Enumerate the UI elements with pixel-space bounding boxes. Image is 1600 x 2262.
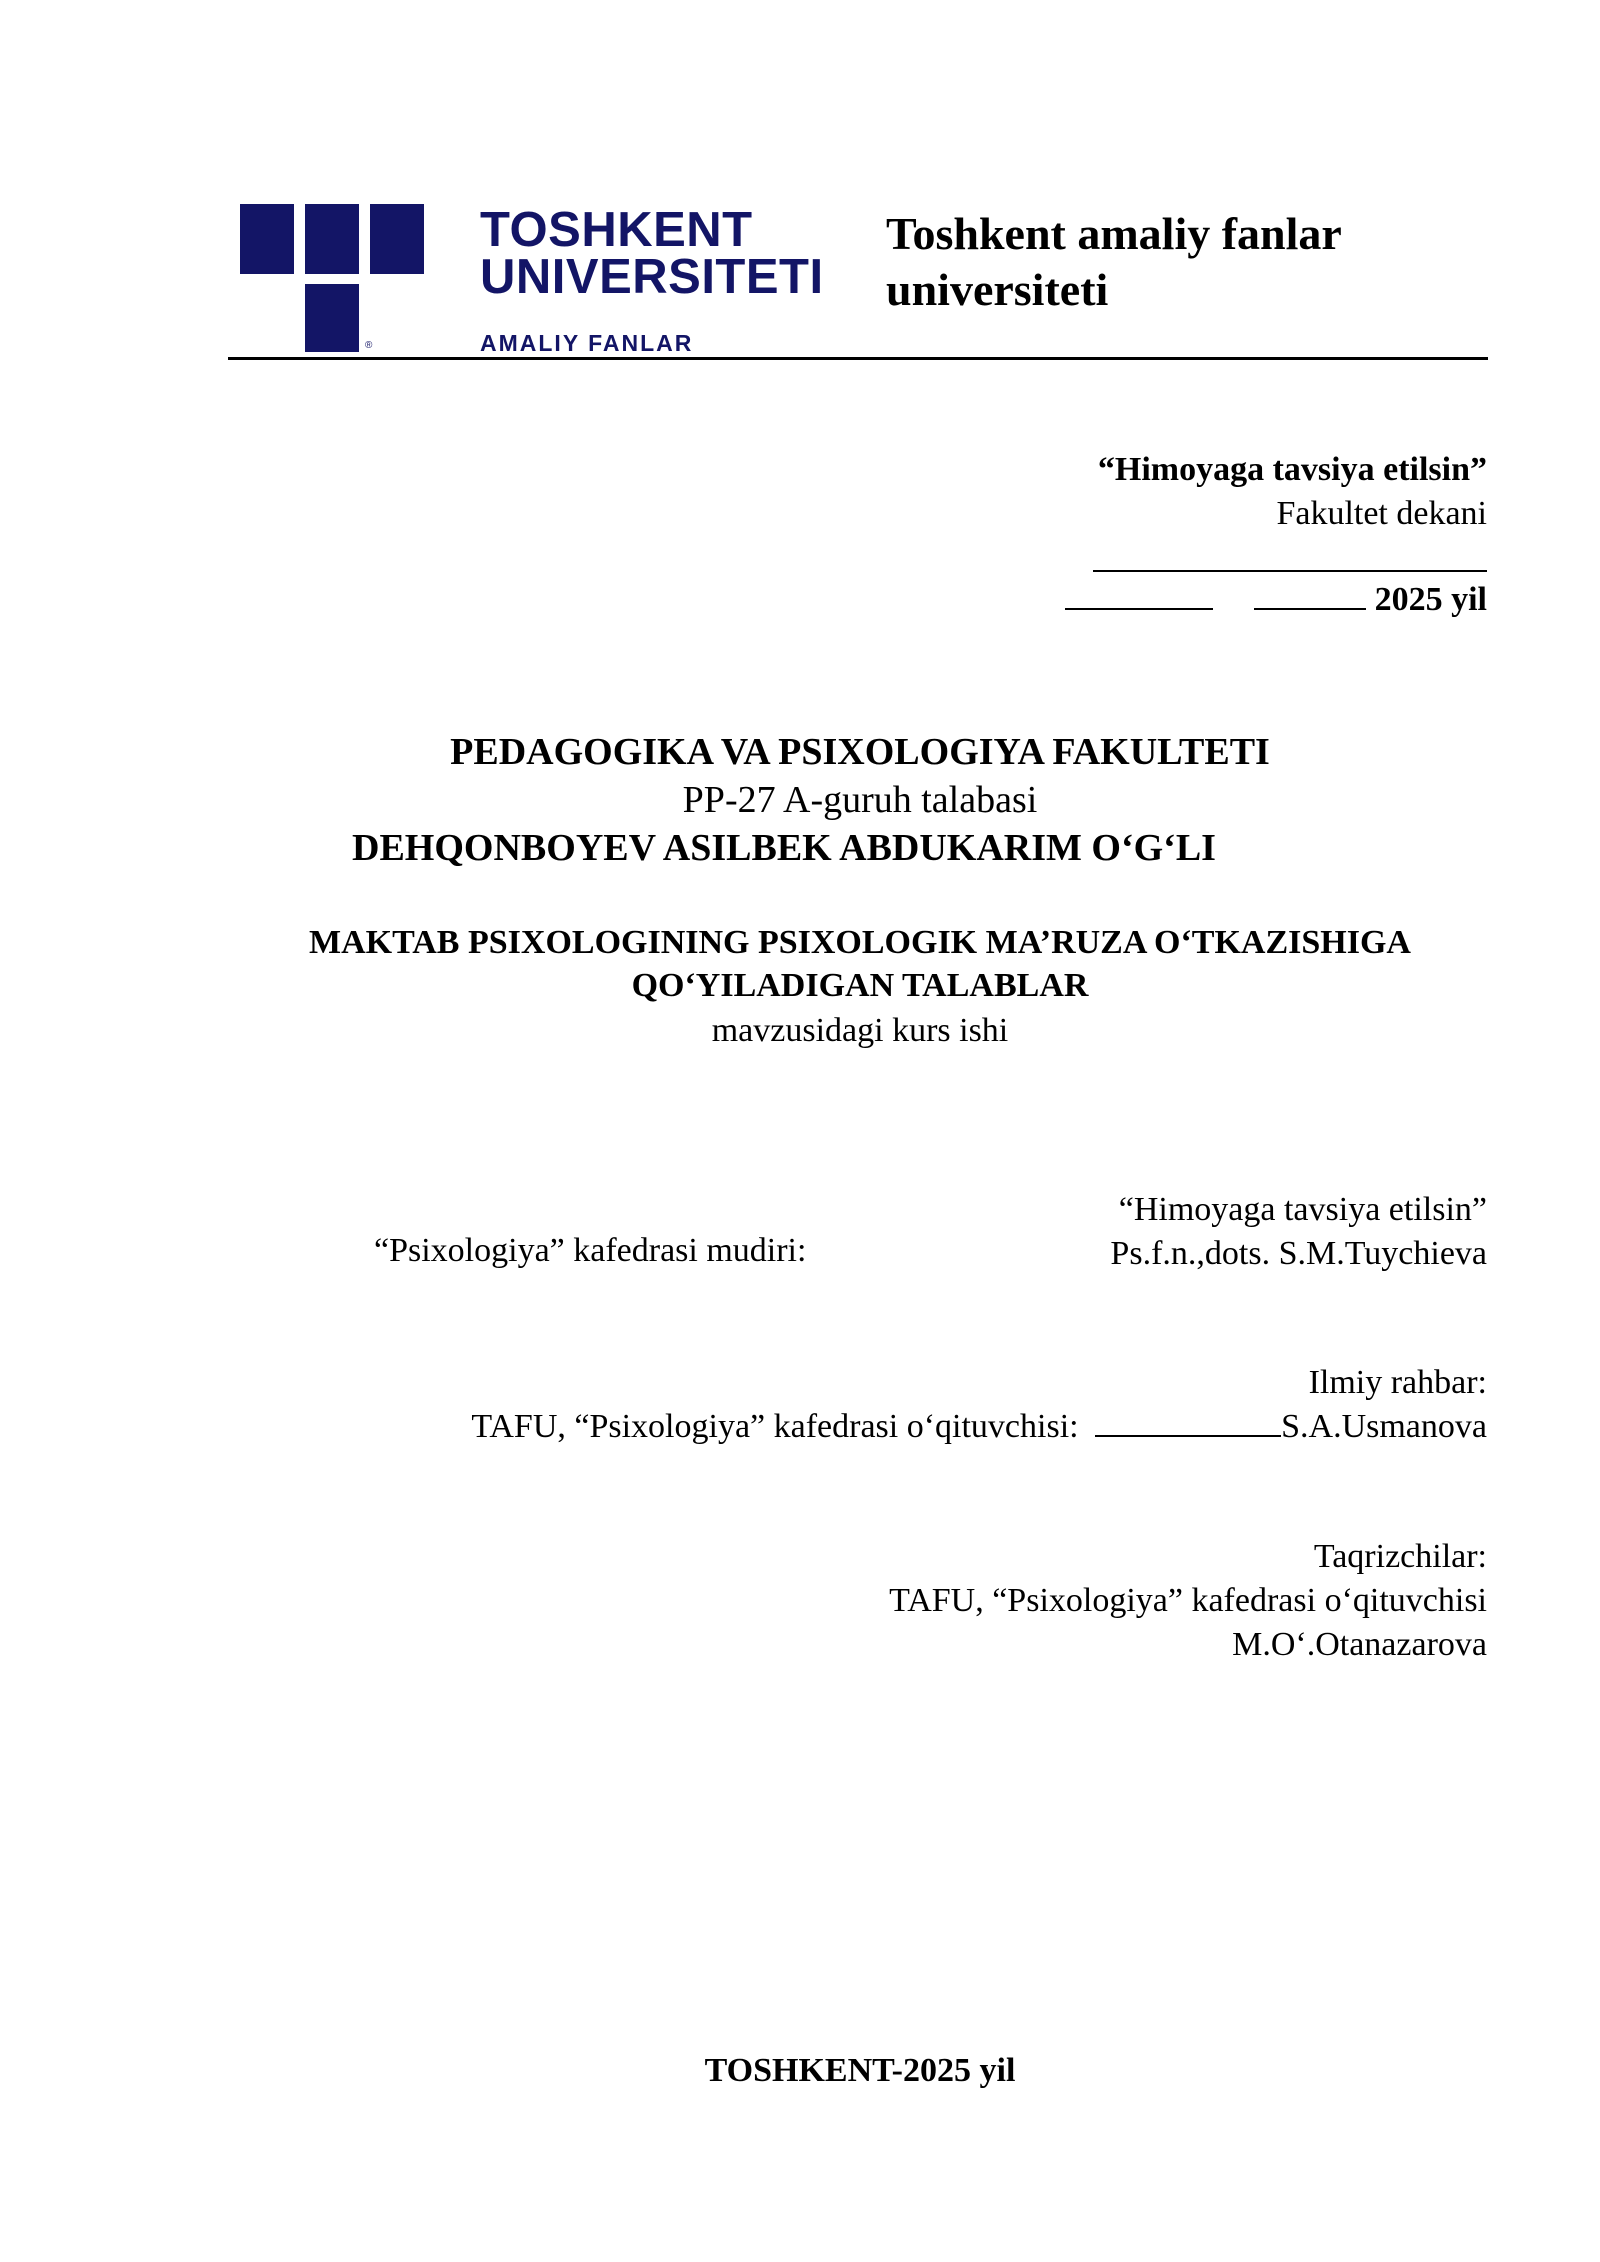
approval-month-blank xyxy=(1254,578,1366,610)
logo-text-line1: TOSHKENT xyxy=(480,203,753,257)
approval-day-blank xyxy=(1065,578,1213,610)
header-divider xyxy=(228,357,1488,360)
reviewers-block xyxy=(889,1535,1487,1667)
advisor-signature-blank xyxy=(1095,1405,1281,1437)
approval-role: Fakultet dekani xyxy=(1276,495,1487,532)
topic-subtitle: mavzusidagi kurs ishi xyxy=(711,1012,1009,1049)
logo-text-line3: AMALIY FANLAR xyxy=(480,330,694,356)
reviewers-name: M.O‘.Otanazarova xyxy=(1232,1626,1487,1663)
topic-line1: MAKTAB PSIXOLOGINING PSIXOLOGIK MA’RUZA O‘TKAZISHIGA xyxy=(309,924,1411,961)
approval-date-row xyxy=(1065,578,1487,622)
advisor-position: TAFU, “Psixologiya” kafedrasi o‘qituvchisi: xyxy=(471,1408,1079,1445)
reviewers-label: Taqrizchilar: xyxy=(1313,1538,1487,1575)
approval-signature-line xyxy=(1093,570,1487,572)
reviewers-position: TAFU, “Psixologiya” kafedrasi o‘qituvchisi xyxy=(889,1582,1487,1619)
registered-mark-icon: ® xyxy=(365,340,373,351)
student-group: PP-27 A-guruh talabasi xyxy=(682,779,1038,821)
logo-square-1 xyxy=(240,204,294,274)
student-name: DEHQONBOYEV ASILBEK ABDUKARIM O‘G‘LI xyxy=(352,827,1216,869)
dept-head-recommend: “Himoyaga tavsiya etilsin” xyxy=(1118,1191,1487,1228)
logo-square-3 xyxy=(370,204,424,274)
approval-title: “Himoyaga tavsiya etilsin” xyxy=(1097,451,1487,488)
footer-city-year: TOSHKENT-2025 yil xyxy=(704,2052,1016,2089)
logo-square-4 xyxy=(305,284,359,352)
university-name xyxy=(886,206,1486,318)
university-name-line2: universiteti xyxy=(886,264,1109,315)
dept-head-label: “Psixologiya” kafedrasi mudiri: xyxy=(374,1232,807,1269)
university-name-line1: Toshkent amaliy fanlar xyxy=(886,208,1342,259)
approval-block xyxy=(1098,448,1487,536)
dept-head-name: Ps.f.n.,dots. S.M.Tuychieva xyxy=(1110,1235,1487,1272)
faculty-name: PEDAGOGIKA VA PSIXOLOGIYA FAKULTETI xyxy=(450,731,1270,773)
topic-line2: QO‘YILADIGAN TALABLAR xyxy=(631,967,1089,1004)
advisor-row xyxy=(471,1405,1487,1449)
advisor-name: S.A.Usmanova xyxy=(1281,1408,1487,1445)
approval-year: 2025 yil xyxy=(1374,581,1487,618)
logo-text-line2: UNIVERSITETI xyxy=(480,250,824,304)
logo-square-2 xyxy=(305,204,359,274)
advisor-label: Ilmiy rahbar: xyxy=(1308,1364,1487,1401)
